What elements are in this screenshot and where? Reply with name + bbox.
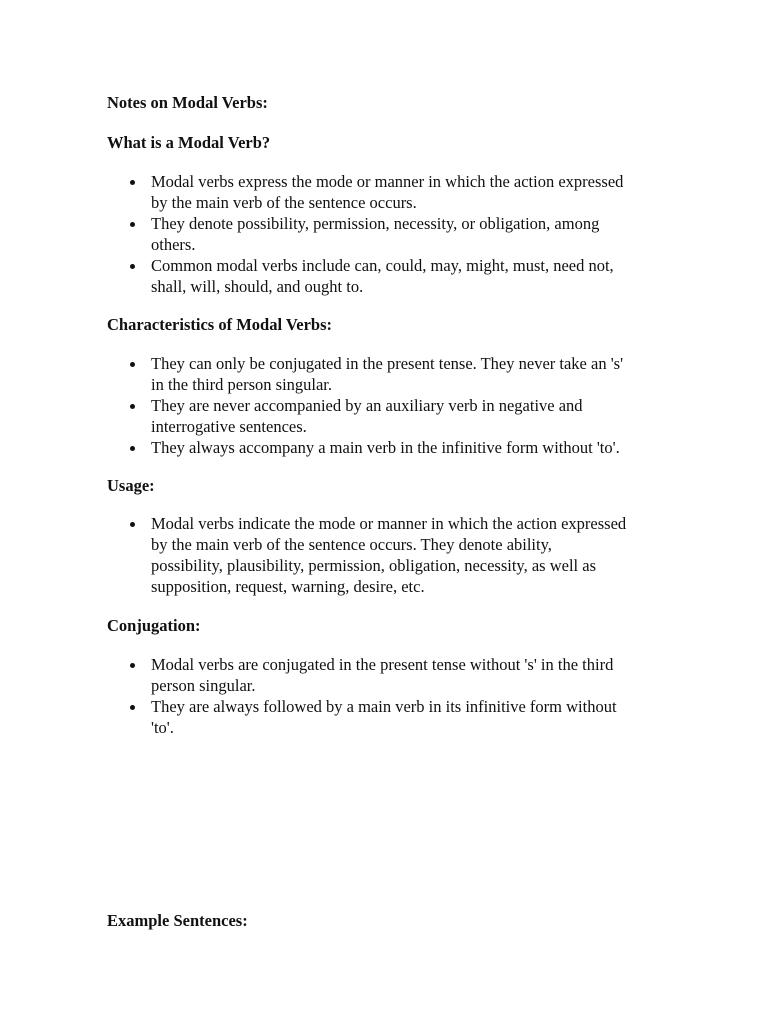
list-item-line: person singular. [151,676,256,695]
list-item-line: Modal verbs indicate the mode or manner in which the action expressed [151,514,627,533]
list-item [107,213,667,255]
list-item-line: They denote possibility, permission, necessity, or obligation, among [151,214,600,233]
list-item-line: Common modal verbs include can, could, may, might, must, need not, [151,256,614,275]
list-item-line: by the main verb of the sentence occurs. They denote ability, [151,535,552,554]
list-item-line: They are never accompanied by an auxiliary verb in negative and [151,396,583,415]
list-item-line: Modal verbs express the mode or manner in which the action expressed [151,172,624,191]
section-list-what-is [107,171,667,297]
section-heading-characteristics: Characteristics of Modal Verbs: [107,315,333,334]
list-item [107,654,667,696]
section-list-usage [107,513,667,597]
list-item-line: 'to'. [151,718,174,737]
list-item [107,395,667,437]
list-item-line: in the third person singular. [151,375,333,394]
list-item-line: possibility, plausibility, permission, obligation, necessity, as well as [151,556,597,575]
list-item-line: shall, will, should, and ought to. [151,277,364,296]
list-item-line: interrogative sentences. [151,417,307,436]
list-item [107,255,667,297]
list-item-line: Modal verbs are conjugated in the present tense without 's' in the third [151,655,614,674]
list-item [107,353,667,395]
list-item-line: by the main verb of the sentence occurs. [151,193,417,212]
section-heading-what-is: What is a Modal Verb? [107,133,271,152]
section-list-characteristics [107,353,667,458]
section-heading-conjugation: Conjugation: [107,616,201,635]
list-item-line: supposition, request, warning, desire, etc. [151,577,425,596]
section-list-conjugation [107,654,667,738]
list-item [107,513,667,597]
section-heading-usage: Usage: [107,476,155,495]
list-item-line: others. [151,235,196,254]
list-item-line: They always accompany a main verb in the infinitive form without 'to'. [151,438,620,457]
list-item [107,696,667,738]
list-item-line: They are always followed by a main verb in its infinitive form without [151,697,617,716]
list-item [107,171,667,213]
document-title: Notes on Modal Verbs: [107,93,268,112]
list-item-line: They can only be conjugated in the present tense. They never take an 's' [151,354,624,373]
section-heading-example-sentences: Example Sentences: [107,911,248,930]
list-item [107,437,667,458]
